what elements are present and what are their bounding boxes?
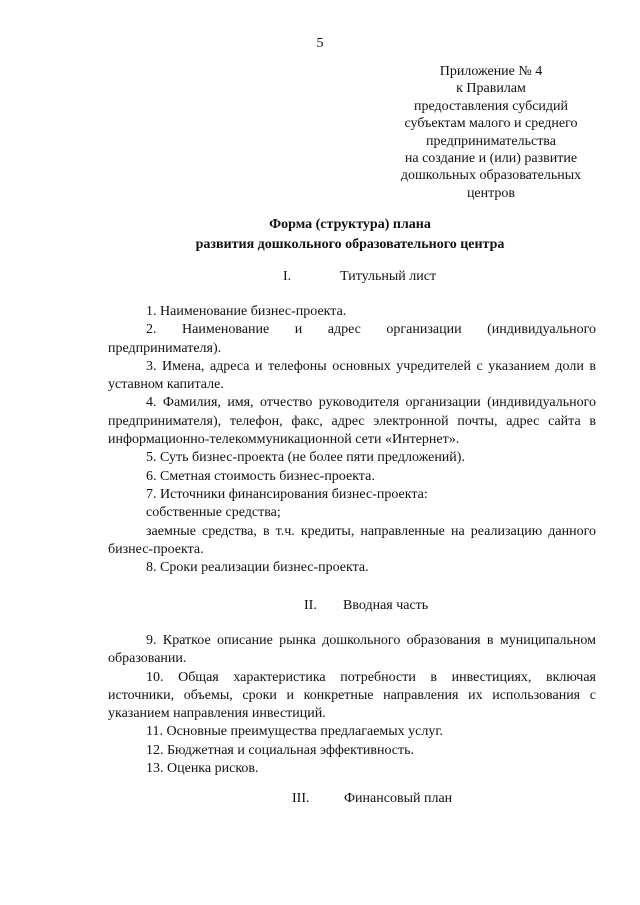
appendix-line: предпринимательства — [426, 133, 556, 149]
appendix-line: дошкольных образовательных — [400, 168, 582, 184]
list-item: 7. Источники финансирования бизнес-проекта: — [146, 486, 428, 502]
appendix-line: субъектам малого и среднего — [404, 116, 578, 132]
list-item: 11. Основные преимущества предлагаемых услуг. — [146, 724, 444, 740]
appendix-line: на создание и (или) развитие — [404, 151, 578, 167]
list-item: 6. Сметная стоимость бизнес-проекта. — [146, 468, 375, 484]
list-item: 1. Наименование бизнес-проекта. — [146, 304, 347, 319]
page-number: 5 — [316, 36, 324, 51]
list-item: заемные средства, в т.ч. кредиты, направленные на реализацию данного бизнес-проекта. — [108, 523, 596, 557]
appendix-line: предоставления субсидий — [413, 98, 569, 114]
list-item: 12. Бюджетная и социальная эффективность. — [146, 742, 415, 758]
appendix-line: Приложение № 4 — [439, 64, 543, 79]
section-number: III. — [292, 791, 310, 806]
form-title-line: Форма (структура) плана — [269, 217, 431, 232]
section-title: Титульный лист — [340, 269, 437, 284]
section-title: Вводная часть — [343, 598, 429, 613]
appendix-line: центров — [466, 185, 516, 201]
list-item: 8. Сроки реализации бизнес-проекта. — [146, 560, 369, 576]
list-item: собственные средства; — [146, 505, 281, 521]
list-item: 10. Общая характеристика потребности в инвестициях, включая источники, объемы, сроки и конкретные направления их использования с указанием направления инвестиций. — [108, 669, 596, 722]
form-title-line: развития дошкольного образовательного центра — [195, 237, 505, 252]
list-item: 3. Имена, адреса и телефоны основных учредителей с указанием доли в уставном капитале. — [108, 358, 596, 393]
list-item: 5. Суть бизнес-проекта (не более пяти предложений). — [146, 450, 465, 466]
section-title: Финансовый план — [344, 791, 453, 806]
list-item: 9. Краткое описание рынка дошкольного образования в муниципальном образовании. — [108, 633, 596, 667]
list-item: 2. Наименование и адрес организации (индивидуального предпринимателя). — [108, 322, 596, 356]
section-number: I. — [283, 269, 292, 284]
section-2-body — [108, 632, 596, 778]
appendix-line: к Правилам — [456, 81, 526, 97]
form-title — [0, 215, 640, 255]
appendix-header — [385, 63, 597, 202]
section-number: II. — [304, 598, 317, 613]
section-1-body — [108, 303, 596, 577]
list-item: 13. Оценка рисков. — [146, 761, 259, 777]
list-item: 4. Фамилия, имя, отчество руководителя организации (индивидуального предпринимателя), телефон, факс, адрес электронной почты, адрес сайта в информационно-телекоммуникационной сети «Интернет». — [108, 395, 596, 448]
